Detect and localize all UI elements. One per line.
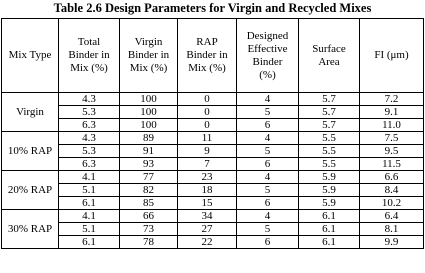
- column-header-surface-area: Surface Area: [299, 19, 360, 93]
- cell-virgin-binder: 85: [120, 197, 178, 210]
- cell-surface-area: 5.9: [299, 184, 360, 197]
- cell-effective-binder: 5: [237, 223, 299, 236]
- cell-fi: 6.4: [360, 210, 424, 223]
- cell-rap-binder: 0: [178, 106, 237, 119]
- cell-fi: 8.1: [360, 223, 424, 236]
- cell-total-binder: 5.1: [59, 184, 120, 197]
- cell-total-binder: 6.1: [59, 197, 120, 210]
- mix-type-cell: 30% RAP: [2, 210, 59, 249]
- cell-fi: 9.9: [360, 236, 424, 249]
- column-header-effective-binder: Designed Effective Binder (%): [237, 19, 299, 93]
- cell-total-binder: 4.3: [59, 132, 120, 145]
- cell-surface-area: 5.7: [299, 106, 360, 119]
- cell-fi: 7.2: [360, 93, 424, 106]
- cell-virgin-binder: 77: [120, 171, 178, 184]
- cell-fi: 9.1: [360, 106, 424, 119]
- cell-surface-area: 5.9: [299, 171, 360, 184]
- cell-surface-area: 5.5: [299, 158, 360, 171]
- mix-type-cell: 10% RAP: [2, 132, 59, 171]
- table-row: [2, 158, 424, 171]
- cell-virgin-binder: 82: [120, 184, 178, 197]
- cell-surface-area: 5.5: [299, 132, 360, 145]
- cell-virgin-binder: 100: [120, 119, 178, 132]
- cell-fi: 10.2: [360, 197, 424, 210]
- cell-virgin-binder: 91: [120, 145, 178, 158]
- cell-effective-binder: 4: [237, 132, 299, 145]
- cell-total-binder: 6.3: [59, 158, 120, 171]
- design-parameters-table: [1, 18, 424, 249]
- cell-total-binder: 5.1: [59, 223, 120, 236]
- cell-effective-binder: 4: [237, 171, 299, 184]
- table-row: [2, 106, 424, 119]
- cell-surface-area: 6.1: [299, 236, 360, 249]
- cell-virgin-binder: 100: [120, 93, 178, 106]
- table-body: [2, 93, 424, 249]
- cell-surface-area: 6.1: [299, 210, 360, 223]
- column-header-virgin-binder: Virgin Binder in Mix (%): [120, 19, 178, 93]
- cell-total-binder: 4.3: [59, 93, 120, 106]
- cell-surface-area: 6.1: [299, 223, 360, 236]
- cell-fi: 9.5: [360, 145, 424, 158]
- cell-effective-binder: 4: [237, 210, 299, 223]
- cell-rap-binder: 11: [178, 132, 237, 145]
- table-row: [2, 210, 424, 223]
- cell-fi: 11.0: [360, 119, 424, 132]
- cell-total-binder: 4.1: [59, 210, 120, 223]
- table-row: [2, 145, 424, 158]
- cell-rap-binder: 7: [178, 158, 237, 171]
- cell-fi: 11.5: [360, 158, 424, 171]
- cell-effective-binder: 5: [237, 145, 299, 158]
- cell-virgin-binder: 66: [120, 210, 178, 223]
- column-header-total-binder: Total Binder in Mix (%): [59, 19, 120, 93]
- table-row: [2, 223, 424, 236]
- cell-rap-binder: 23: [178, 171, 237, 184]
- table-row: [2, 236, 424, 249]
- cell-fi: 8.4: [360, 184, 424, 197]
- cell-rap-binder: 9: [178, 145, 237, 158]
- cell-rap-binder: 15: [178, 197, 237, 210]
- cell-total-binder: 4.1: [59, 171, 120, 184]
- cell-total-binder: 6.3: [59, 119, 120, 132]
- table-row: [2, 93, 424, 106]
- table-row: [2, 132, 424, 145]
- cell-effective-binder: 6: [237, 197, 299, 210]
- cell-total-binder: 5.3: [59, 145, 120, 158]
- table-row: [2, 197, 424, 210]
- cell-rap-binder: 27: [178, 223, 237, 236]
- cell-virgin-binder: 93: [120, 158, 178, 171]
- cell-virgin-binder: 89: [120, 132, 178, 145]
- cell-surface-area: 5.5: [299, 145, 360, 158]
- column-header-rap-binder: RAP Binder in Mix (%): [178, 19, 237, 93]
- cell-effective-binder: 5: [237, 184, 299, 197]
- table-row: [2, 184, 424, 197]
- cell-fi: 7.5: [360, 132, 424, 145]
- cell-effective-binder: 6: [237, 158, 299, 171]
- table-row: [2, 171, 424, 184]
- cell-virgin-binder: 73: [120, 223, 178, 236]
- cell-rap-binder: 18: [178, 184, 237, 197]
- column-header-mix-type: Mix Type: [2, 19, 59, 93]
- cell-rap-binder: 0: [178, 119, 237, 132]
- cell-surface-area: 5.7: [299, 93, 360, 106]
- cell-effective-binder: 4: [237, 93, 299, 106]
- mix-type-cell: Virgin: [2, 93, 59, 132]
- cell-effective-binder: 6: [237, 119, 299, 132]
- header-row: [2, 19, 424, 93]
- mix-type-cell: 20% RAP: [2, 171, 59, 210]
- table-caption: Table 2.6 Design Parameters for Virgin and Recycled Mixes: [53, 1, 372, 15]
- cell-effective-binder: 6: [237, 236, 299, 249]
- table-row: [2, 119, 424, 132]
- cell-rap-binder: 0: [178, 93, 237, 106]
- cell-rap-binder: 22: [178, 236, 237, 249]
- cell-total-binder: 6.1: [59, 236, 120, 249]
- cell-total-binder: 5.3: [59, 106, 120, 119]
- cell-rap-binder: 34: [178, 210, 237, 223]
- cell-surface-area: 5.9: [299, 197, 360, 210]
- column-header-fi: FI (μm): [360, 19, 424, 93]
- cell-virgin-binder: 78: [120, 236, 178, 249]
- cell-effective-binder: 5: [237, 106, 299, 119]
- cell-surface-area: 5.7: [299, 119, 360, 132]
- cell-virgin-binder: 100: [120, 106, 178, 119]
- cell-fi: 6.6: [360, 171, 424, 184]
